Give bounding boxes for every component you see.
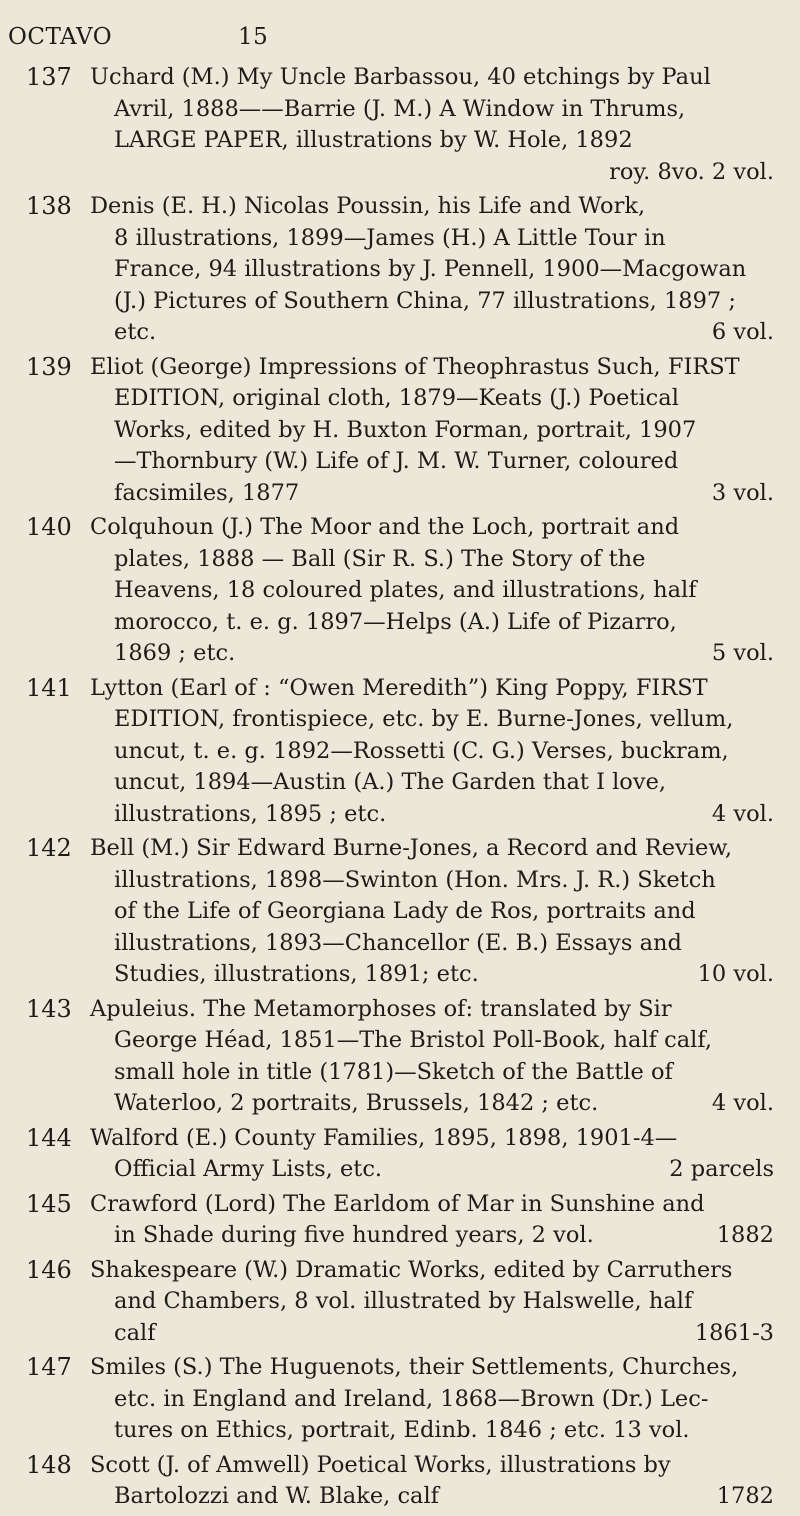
lot-number: 147 xyxy=(26,1353,72,1381)
entry-volume-count: 2 parcels xyxy=(669,1156,774,1182)
entry-volume-count: 4 vol. xyxy=(711,800,774,827)
entry-line: 8 illustrations, 1899—James (H.) A Little Tour in xyxy=(114,224,666,251)
entry-volume-count: 5 vol. xyxy=(711,640,774,666)
entry-line: etc. in England and Ireland, 1868—Brown (Dr.) Lec- xyxy=(114,1385,709,1412)
entry-line: plates, 1888 — Ball (Sir R. S.) The Story of the xyxy=(114,545,646,572)
entry-last-line xyxy=(90,1220,774,1252)
lot-number: 148 xyxy=(26,1450,72,1479)
entry-line: LARGE PAPER, illustrations by W. Hole, 1892 xyxy=(114,127,633,153)
entry-line: France, 94 illustrations by J. Pennell, 1900—Macgowan xyxy=(114,256,747,282)
entry-line: (J.) Pictures of Southern China, 77 illustrations, 1897 ; xyxy=(114,287,736,314)
entry-line: uncut, t. e. g. 1892—Rossetti (C. G.) Verses, buckram, xyxy=(114,737,729,764)
entry-line-text: 1869 ; etc. xyxy=(114,640,236,666)
entry-last-line xyxy=(90,317,774,349)
lot-entry xyxy=(0,1123,800,1186)
entry-line: —Thornbury (W.) Life of J. M. W. Turner, coloured xyxy=(114,448,679,474)
lot-entry xyxy=(0,1450,800,1513)
entry-line: illustrations, 1898—Swinton (Hon. Mrs. J. R.) Sketch xyxy=(114,866,716,893)
entry-last-line xyxy=(90,638,774,670)
lot-entry xyxy=(0,1255,800,1350)
entry-line: Apuleius. The Metamorphoses of: translated by Sir xyxy=(90,995,672,1022)
entry-line-text: Official Army Lists, etc. xyxy=(114,1156,383,1182)
entry-line: EDITION, frontispiece, etc. by E. Burne-Jones, vellum, xyxy=(114,706,734,732)
entry-format: roy. 8vo. 2 vol. xyxy=(609,158,774,185)
lot-number: 140 xyxy=(26,513,72,541)
entry-line: Works, edited by H. Buxton Forman, portrait, 1907 xyxy=(114,416,697,443)
entry-line: Smiles (S.) The Huguenots, their Settlements, Churches, xyxy=(90,1354,739,1380)
section-title: OCTAVO xyxy=(8,24,113,50)
entry-line: Shakespeare (W.) Dramatic Works, edited by Carruthers xyxy=(90,1256,733,1283)
entry-line-text: Bartolozzi and W. Blake, calf xyxy=(114,1483,439,1509)
entry-line: illustrations, 1893—Chancellor (E. B.) Essays and xyxy=(114,929,682,956)
entry-last-line xyxy=(90,1154,774,1186)
entry-line: Avril, 1888——Barrie (J. M.) A Window in Thrums, xyxy=(114,95,686,122)
entry-last-line xyxy=(90,1318,774,1350)
entry-line-text: in Shade during five hundred years, 2 vol. xyxy=(114,1222,594,1248)
entry-line-text: calf xyxy=(114,1319,156,1346)
entry-volume-count: 6 vol. xyxy=(711,319,774,345)
entry-date: 1882 xyxy=(716,1222,774,1248)
lot-entry xyxy=(0,1189,800,1252)
entry-line-text: Waterloo, 2 portraits, Brussels, 1842 ; etc. xyxy=(114,1090,599,1116)
entry-line: EDITION, original cloth, 1879—Keats (J.) Poetical xyxy=(114,385,679,411)
lot-number: 139 xyxy=(26,352,72,381)
entry-volume-count: 4 vol. xyxy=(711,1090,774,1116)
lot-entry xyxy=(0,191,800,349)
lot-entry xyxy=(0,512,800,670)
entry-line: uncut, 1894—Austin (A.) The Garden that I love, xyxy=(114,769,667,795)
lot-entry xyxy=(0,673,800,831)
entry-volume-count: 3 vol. xyxy=(711,479,774,506)
lot-number: 138 xyxy=(26,192,72,220)
entry-line-text: Studies, illustrations, 1891; etc. xyxy=(114,961,479,987)
entry-line: Lytton (Earl of : “Owen Meredith”) King Poppy, FIRST xyxy=(90,674,708,701)
entry-last-line xyxy=(90,478,774,510)
entry-line: of the Life of Georgiana Lady de Ros, portraits and xyxy=(114,898,696,924)
lot-number: 144 xyxy=(26,1123,72,1152)
entry-line: Eliot (George) Impressions of Theophrastus Such, FIRST xyxy=(90,353,740,380)
page-number: 15 xyxy=(238,24,269,50)
page-header xyxy=(8,22,800,62)
lot-number: 145 xyxy=(26,1189,72,1218)
entry-line: George Héad, 1851—The Bristol Poll-Book, half calf, xyxy=(114,1027,713,1053)
entry-last-line xyxy=(90,1481,774,1513)
entry-last-line xyxy=(90,959,774,991)
entry-line: Scott (J. of Amwell) Poetical Works, illustrations by xyxy=(90,1451,671,1478)
entry-date: 1782 xyxy=(716,1483,774,1509)
entry-line-text: illustrations, 1895 ; etc. xyxy=(114,800,387,827)
lot-entry xyxy=(0,1352,800,1447)
lot-entry xyxy=(0,62,800,188)
entry-line: tures on Ethics, portrait, Edinb. 1846 ; etc. 13 vol. xyxy=(114,1417,690,1443)
entry-line: and Chambers, 8 vol. illustrated by Halswelle, half xyxy=(114,1288,693,1314)
lot-number: 143 xyxy=(26,994,72,1023)
lot-number: 141 xyxy=(26,673,72,702)
entry-date: 1861-3 xyxy=(694,1319,774,1346)
entry-line: Walford (E.) County Families, 1895, 1898, 1901-4— xyxy=(90,1124,678,1151)
lot-list xyxy=(0,62,800,1516)
entry-line: Colquhoun (J.) The Moor and the Loch, portrait and xyxy=(90,514,680,540)
lot-entry xyxy=(0,833,800,991)
entry-line: Uchard (M.) My Uncle Barbassou, 40 etchings by Paul xyxy=(90,64,711,90)
lot-entry xyxy=(0,994,800,1120)
lot-number: 142 xyxy=(26,834,72,862)
entry-volume-count: 10 vol. xyxy=(697,961,774,987)
entry-last-line xyxy=(90,1088,774,1120)
lot-number: 146 xyxy=(26,1255,72,1284)
lot-entry xyxy=(0,352,800,510)
entry-line: Bell (M.) Sir Edward Burne-Jones, a Record and Review, xyxy=(90,835,732,861)
entry-line-text: facsimiles, 1877 xyxy=(114,479,300,506)
entry-line: Denis (E. H.) Nicolas Poussin, his Life and Work, xyxy=(90,193,646,219)
entry-last-line xyxy=(90,799,774,831)
entry-line: Crawford (Lord) The Earldom of Mar in Sunshine and xyxy=(90,1190,705,1217)
entry-line: Heavens, 18 coloured plates, and illustrations, half xyxy=(114,577,697,603)
lot-number: 137 xyxy=(26,63,72,91)
entry-line: small hole in title (1781)—Sketch of the Battle of xyxy=(114,1058,673,1085)
entry-line-text: etc. xyxy=(114,319,157,345)
entry-line: morocco, t. e. g. 1897—Helps (A.) Life of Pizarro, xyxy=(114,608,677,635)
